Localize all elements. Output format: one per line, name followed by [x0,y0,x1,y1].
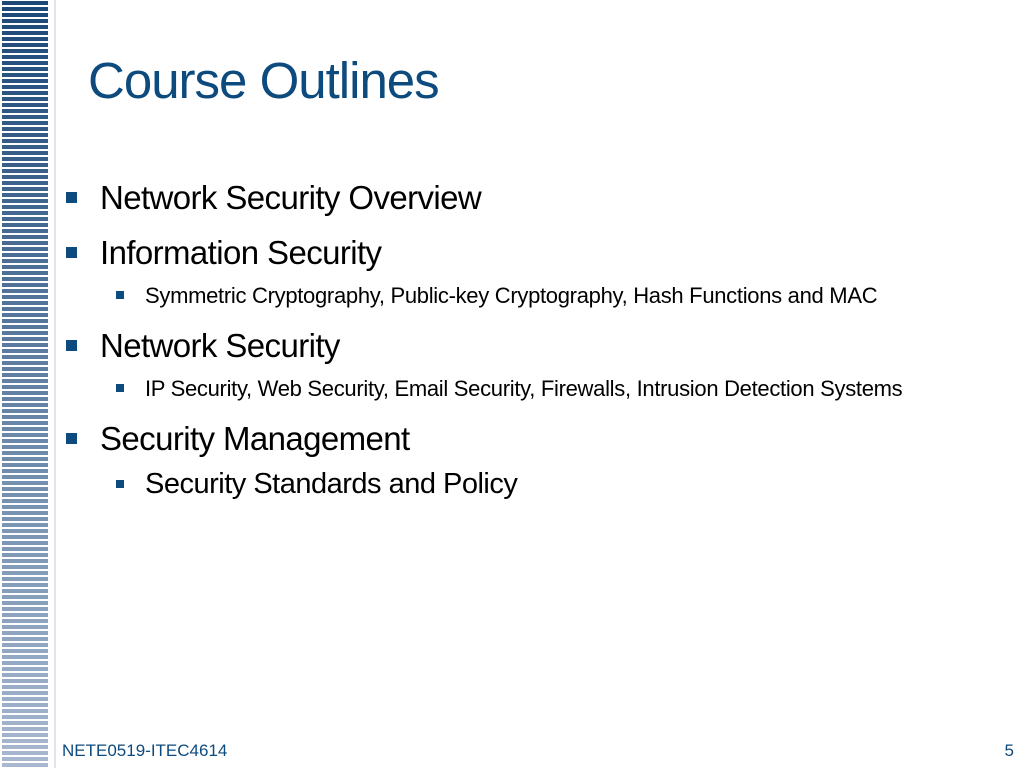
stripe-band [2,73,48,77]
stripe-band [2,355,48,359]
stripe-band [2,481,48,485]
stripe-band [2,745,48,749]
outline-subitem-text: Symmetric Cryptography, Public-key Cryptography, Hash Functions and MAC [145,283,878,308]
outline-subitem [62,373,905,405]
stripe-band [2,313,48,317]
stripe-band [2,601,48,605]
square-bullet-icon [66,340,77,351]
stripe-band [2,7,48,11]
stripe-band [2,517,48,521]
stripe-band [2,673,48,677]
outline-item [62,233,962,273]
stripe-band [2,295,48,299]
page-number: 5 [1004,741,1014,760]
stripe-band [2,523,48,527]
stripe-band [2,163,48,167]
stripe-band [2,49,48,53]
stripe-band [2,715,48,719]
stripe-band [2,571,48,575]
square-bullet-icon [116,291,124,299]
stripe-band [2,439,48,443]
stripe-band [2,133,48,137]
stripe-band [2,685,48,689]
stripe-band [2,79,48,83]
stripe-band [2,325,48,329]
stripe-band [2,505,48,509]
stripe-band [2,175,48,179]
stripe-band [2,457,48,461]
stripe-band [2,553,48,557]
stripe-band [2,91,48,95]
outline-item-text: Information Security [100,234,382,271]
stripe-band [2,655,48,659]
stripe-band [2,661,48,665]
stripe-band [2,751,48,755]
outline-item [62,326,962,366]
stripe-band [2,13,48,17]
stripe-band [2,115,48,119]
stripe-band [2,229,48,233]
stripe-band [2,157,48,161]
stripe-band [2,205,48,209]
stripe-band [2,445,48,449]
stripe-band [2,625,48,629]
stripe-band [2,127,48,131]
stripe-band [2,529,48,533]
stripe-band [2,511,48,515]
stripe-band [2,739,48,743]
square-bullet-icon [66,192,77,203]
stripe-band [2,211,48,215]
stripe-band [2,559,48,563]
stripe-band [2,697,48,701]
stripe-band [2,709,48,713]
stripe-band [2,367,48,371]
stripe-band [2,475,48,479]
slide-title: Course Outlines [88,52,439,109]
stripe-band [2,733,48,737]
outline-item-text: Network Security [100,327,340,364]
stripe-band [2,535,48,539]
stripe-band [2,31,48,35]
outline-subitem-text: Security Standards and Policy [145,468,518,500]
stripe-band [2,223,48,227]
stripe-band [2,409,48,413]
stripe-band [2,757,48,761]
stripe-band [2,181,48,185]
stripe-band [2,253,48,257]
stripe-band [2,493,48,497]
stripe-band [2,199,48,203]
stripe-band [2,25,48,29]
stripe-band [2,421,48,425]
stripe-band [2,469,48,473]
stripe-band [2,391,48,395]
outline-subitem [62,280,905,312]
stripe-band [2,349,48,353]
stripe-band [2,271,48,275]
stripe-band [2,277,48,281]
stripe-band [2,289,48,293]
stripe-band [2,85,48,89]
square-bullet-icon [116,384,124,392]
stripe-band [2,19,48,23]
stripe-band [2,259,48,263]
stripe-band [2,109,48,113]
stripe-band [2,631,48,635]
stripe-band [2,619,48,623]
stripe-band [2,547,48,551]
stripe-band [2,607,48,611]
stripe-band [2,667,48,671]
stripe-band [2,649,48,653]
stripe-band [2,121,48,125]
stripe-band [2,307,48,311]
stripe-band [2,433,48,437]
stripe-band [2,97,48,101]
stripe-band [2,169,48,173]
outline-item-text: Network Security Overview [100,179,482,216]
stripe-band [2,55,48,59]
stripe-band [2,265,48,269]
stripe-band [2,241,48,245]
stripe-band [2,403,48,407]
stripe-band [2,343,48,347]
stripe-band [2,43,48,47]
stripe-band [2,397,48,401]
stripe-band [2,373,48,377]
stripe-band [2,499,48,503]
stripe-band [2,145,48,149]
stripe-band [2,721,48,725]
stripe-band [2,361,48,365]
stripe-band [2,67,48,71]
stripe-band [2,679,48,683]
stripe-band [2,427,48,431]
outline-item [62,419,962,459]
sidebar-stripe-decoration [0,0,48,768]
stripe-band [2,727,48,731]
stripe-band [2,151,48,155]
stripe-band [2,703,48,707]
stripe-band [2,283,48,287]
square-bullet-icon [66,433,77,444]
stripe-band [2,37,48,41]
square-bullet-icon [116,480,124,488]
stripe-band [2,1,48,5]
stripe-band [2,103,48,107]
stripe-band [2,613,48,617]
stripe-band [2,643,48,647]
stripe-band [2,193,48,197]
outline-subitem [62,466,905,502]
outline-subitem-text: IP Security, Web Security, Email Security, Firewalls, Intrusion Detection Systems [145,376,903,401]
stripe-band [2,637,48,641]
stripe-band [2,595,48,599]
stripe-band [2,583,48,587]
stripe-band [2,187,48,191]
outline-item-text: Security Management [100,420,410,457]
stripe-band [2,541,48,545]
stripe-band [2,301,48,305]
stripe-band [2,319,48,323]
stripe-band [2,589,48,593]
outline-item [62,178,962,218]
stripe-band [2,337,48,341]
stripe-band [2,451,48,455]
stripe-band [2,565,48,569]
vertical-divider [54,0,56,768]
course-outline-list [62,178,962,516]
stripe-band [2,139,48,143]
stripe-band [2,487,48,491]
stripe-band [2,463,48,467]
stripe-band [2,331,48,335]
stripe-band [2,763,48,767]
stripe-band [2,379,48,383]
stripe-band [2,247,48,251]
footer-course-code: NETE0519-ITEC4614 [62,741,228,760]
stripe-band [2,385,48,389]
stripe-band [2,415,48,419]
square-bullet-icon [66,247,77,258]
stripe-band [2,691,48,695]
stripe-band [2,61,48,65]
stripe-band [2,577,48,581]
stripe-band [2,217,48,221]
stripe-band [2,235,48,239]
